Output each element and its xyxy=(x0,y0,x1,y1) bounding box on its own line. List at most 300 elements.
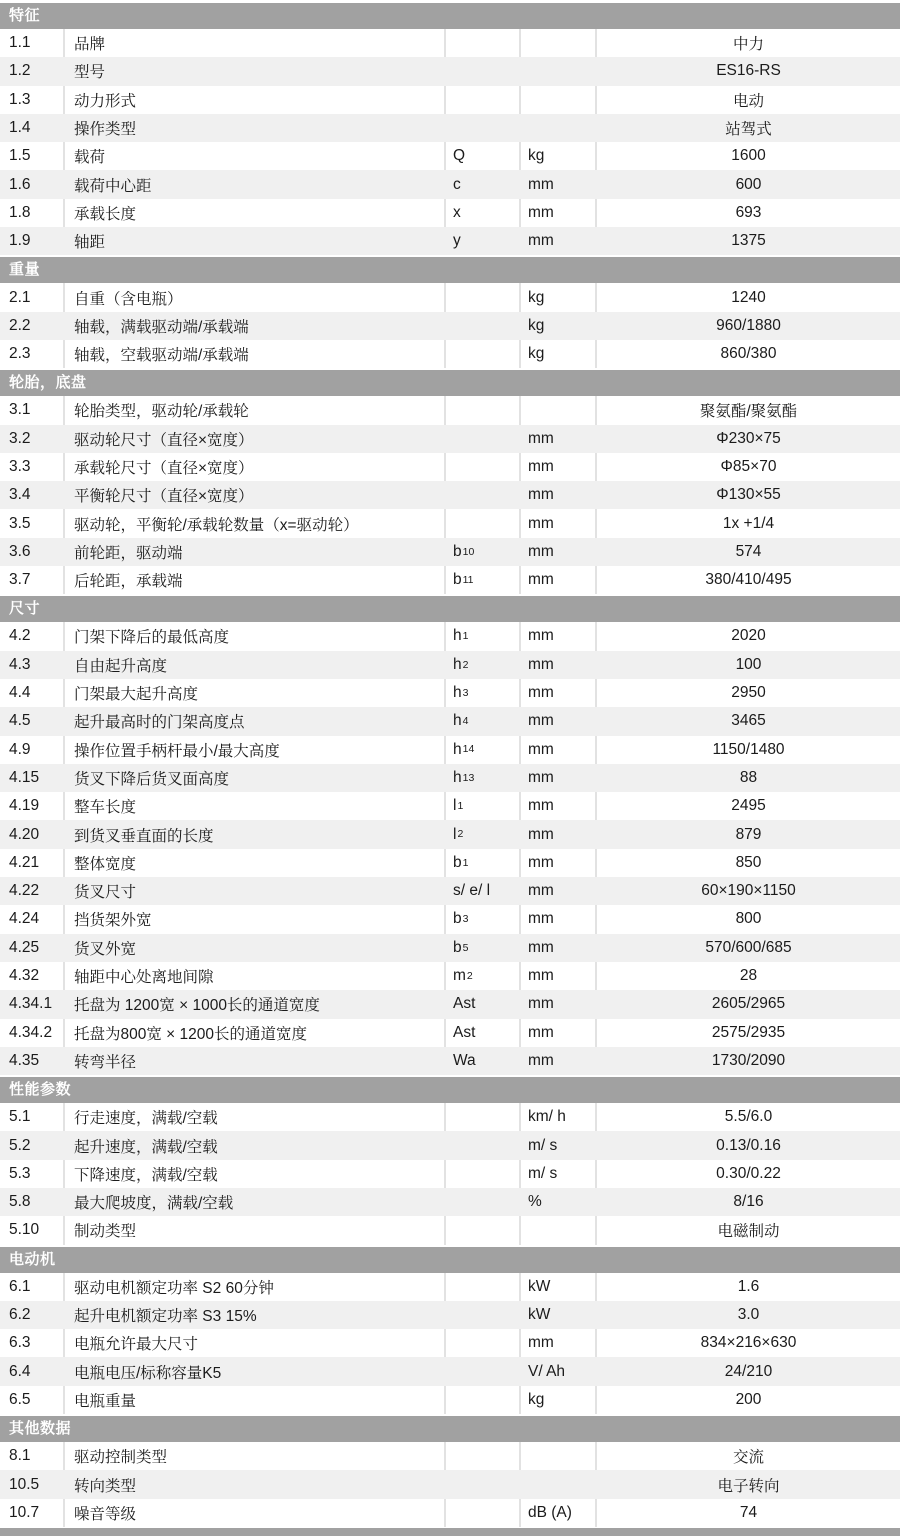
row-index: 2.3 xyxy=(0,340,65,368)
row-index: 4.2 xyxy=(0,622,65,650)
row-value: 60×190×1150 xyxy=(701,882,796,900)
row-description: 轴距 xyxy=(74,234,106,252)
row-index: 3.4 xyxy=(9,486,31,504)
row-index: 3.1 xyxy=(0,396,65,424)
row-symbol xyxy=(446,905,521,933)
row-unit: mm xyxy=(521,679,597,707)
row-unit: mm xyxy=(528,429,554,447)
row-value: 0.13/0.16 xyxy=(716,1136,781,1154)
row-description: 货叉下降后货叉面高度 xyxy=(74,770,230,788)
row-symbol xyxy=(446,538,521,566)
row-index: 4.20 xyxy=(9,825,40,843)
row-description: 转向类型 xyxy=(74,1477,137,1495)
row-unit: mm xyxy=(521,453,597,481)
row-symbol xyxy=(446,1160,521,1188)
row-symbol-subscript: 10 xyxy=(462,545,475,558)
row-value: 800 xyxy=(735,910,762,928)
row-description: 载荷中心距 xyxy=(74,177,152,195)
row-unit: mm xyxy=(521,792,597,820)
row-symbol-subscript: 5 xyxy=(462,941,469,954)
row-description: 电瓶电压/标称容量K5 xyxy=(74,1364,222,1382)
table-row xyxy=(0,566,900,594)
row-symbol-base: h xyxy=(453,712,462,730)
row-unit xyxy=(521,86,597,114)
row-description: 承载轮尺寸（直径×宽度） xyxy=(65,453,446,481)
row-unit: mm xyxy=(528,1051,554,1069)
row-index: 5.8 xyxy=(9,1193,31,1211)
row-description: 到货叉垂直面的长度 xyxy=(74,827,214,845)
row-symbol-base: c xyxy=(453,175,461,193)
row-value: 3.0 xyxy=(737,1306,760,1324)
row-symbol-base: s/ e/ l xyxy=(453,882,491,900)
row-unit: mm xyxy=(528,882,554,900)
row-value: 860/380 xyxy=(720,345,777,363)
row-value: 879 xyxy=(735,825,762,843)
row-description: 前轮距，驱动端 xyxy=(74,544,183,562)
row-description: 轮胎类型，驱动轮/承载轮 xyxy=(65,396,446,424)
row-index: 6.1 xyxy=(0,1273,65,1301)
row-symbol xyxy=(446,1047,521,1075)
row-symbol-base: l xyxy=(453,797,457,815)
table-row xyxy=(0,1160,900,1188)
row-index: 1.8 xyxy=(0,199,65,227)
row-symbol-base: h xyxy=(453,627,462,645)
row-description: 驱动电机额定功率 S2 60分钟 xyxy=(65,1273,446,1301)
row-unit xyxy=(521,29,597,57)
row-value: 交流 xyxy=(732,1449,764,1467)
row-symbol-subscript: 1 xyxy=(462,856,469,869)
section-header: 电动机 xyxy=(0,1247,900,1273)
row-description: 制动类型 xyxy=(65,1216,446,1244)
row-symbol xyxy=(446,934,521,962)
row-symbol-subscript: 14 xyxy=(462,743,475,756)
row-value: 2495 xyxy=(731,797,766,815)
row-unit: kW xyxy=(521,1273,597,1301)
row-unit xyxy=(521,1216,597,1244)
row-index: 5.2 xyxy=(9,1136,31,1154)
row-symbol xyxy=(446,199,521,227)
row-description: 起升电机额定功率 S3 15% xyxy=(74,1308,257,1326)
section-header: 重量 xyxy=(0,257,900,283)
row-description: 起升速度，满载/空载 xyxy=(74,1138,218,1156)
row-symbol xyxy=(446,1499,521,1527)
table-row xyxy=(0,1019,900,1047)
row-description: 驱动控制类型 xyxy=(65,1442,446,1470)
row-value: 聚氨酯/聚氨酯 xyxy=(699,403,798,421)
row-description: 最大爬坡度，满载/空载 xyxy=(74,1195,234,1213)
row-description: 品牌 xyxy=(65,29,446,57)
row-index: 8.1 xyxy=(0,1442,65,1470)
row-index: 2.2 xyxy=(9,316,31,334)
row-value: 0.30/0.22 xyxy=(716,1164,781,1182)
row-symbol xyxy=(446,651,521,679)
row-unit: mm xyxy=(521,962,597,990)
row-symbol xyxy=(446,1273,521,1301)
row-symbol xyxy=(446,820,521,848)
row-symbol-subscript: 2 xyxy=(462,658,469,671)
row-description: 噪音等级 xyxy=(65,1499,446,1527)
row-index: 4.24 xyxy=(0,905,65,933)
row-unit: dB (A) xyxy=(521,1499,597,1527)
row-symbol xyxy=(446,1357,521,1385)
row-unit: m/ s xyxy=(528,1136,558,1154)
row-unit: mm xyxy=(521,199,597,227)
row-value: 380/410/495 xyxy=(705,571,792,589)
row-index: 1.1 xyxy=(0,29,65,57)
table-row xyxy=(0,538,900,566)
row-index: 4.21 xyxy=(0,849,65,877)
row-unit xyxy=(521,1470,597,1498)
table-row xyxy=(0,227,900,255)
table-row xyxy=(0,679,900,707)
row-symbol-base: b xyxy=(453,910,462,928)
row-description: 自由起升高度 xyxy=(74,657,168,675)
row-description: 平衡轮尺寸（直径×宽度） xyxy=(74,488,254,506)
table-row xyxy=(0,312,900,340)
table-row xyxy=(0,509,900,537)
row-symbol-base: h xyxy=(453,684,462,702)
row-symbol-subscript: 1 xyxy=(462,630,469,643)
table-row xyxy=(0,1301,900,1329)
row-value: 2950 xyxy=(731,684,766,702)
row-symbol-base: h xyxy=(453,740,462,758)
section-header: 其他数据 xyxy=(0,1416,900,1442)
row-value: 1730/2090 xyxy=(711,1051,786,1069)
table-row xyxy=(0,736,900,764)
row-value: 站驾式 xyxy=(725,121,772,139)
row-unit: mm xyxy=(528,938,554,956)
row-symbol xyxy=(446,57,521,85)
row-value: 74 xyxy=(739,1503,758,1521)
row-symbol xyxy=(446,736,521,764)
row-description: 载荷 xyxy=(65,142,446,170)
row-index: 1.4 xyxy=(9,119,31,137)
row-unit xyxy=(521,1442,597,1470)
row-description: 型号 xyxy=(74,64,106,82)
row-description: 动力形式 xyxy=(65,86,446,114)
row-value: 600 xyxy=(735,175,762,193)
row-description: 驱动轮，平衡轮/承载轮数量（x=驱动轮） xyxy=(65,509,446,537)
row-index: 3.3 xyxy=(0,453,65,481)
row-value: 1.6 xyxy=(737,1277,760,1295)
section-header: 性能参数 xyxy=(0,1077,900,1103)
row-value: 电动 xyxy=(732,92,764,110)
row-unit: mm xyxy=(521,509,597,537)
table-row xyxy=(0,707,900,735)
row-value: 960/1880 xyxy=(716,316,781,334)
row-index: 3.7 xyxy=(0,566,65,594)
row-symbol xyxy=(446,227,521,255)
row-unit: mm xyxy=(528,825,554,843)
row-unit: mm xyxy=(521,622,597,650)
row-symbol xyxy=(446,312,521,340)
row-description: 货叉外宽 xyxy=(74,940,137,958)
row-symbol-base: h xyxy=(453,655,462,673)
table-row xyxy=(0,1470,900,1498)
table-row xyxy=(0,1273,900,1301)
table-row xyxy=(0,453,900,481)
row-description: 托盘为800宽 × 1200长的通道宽度 xyxy=(65,1019,446,1047)
row-unit: mm xyxy=(528,175,554,193)
row-description: 整体宽度 xyxy=(65,849,446,877)
row-symbol-base: b xyxy=(453,938,462,956)
row-symbol xyxy=(446,1188,521,1216)
row-symbol-base: b xyxy=(453,571,462,589)
row-value: 1375 xyxy=(731,232,766,250)
row-symbol xyxy=(446,340,521,368)
row-index: 4.15 xyxy=(9,768,40,786)
table-row xyxy=(0,877,900,905)
row-symbol xyxy=(446,29,521,57)
table-row xyxy=(0,425,900,453)
row-symbol-base: h xyxy=(453,768,462,786)
row-index: 4.19 xyxy=(0,792,65,820)
row-symbol xyxy=(446,453,521,481)
table-row xyxy=(0,142,900,170)
row-description: 行走速度，满载/空载 xyxy=(65,1103,446,1131)
table-row xyxy=(0,849,900,877)
row-symbol-subscript: 3 xyxy=(462,913,469,926)
row-index: 4.25 xyxy=(9,938,40,956)
table-row xyxy=(0,1216,900,1244)
row-symbol xyxy=(446,509,521,537)
row-value: 3465 xyxy=(731,712,766,730)
row-unit: mm xyxy=(528,655,554,673)
row-value: 5.5/6.0 xyxy=(724,1108,773,1126)
row-unit: mm xyxy=(521,905,597,933)
row-unit: mm xyxy=(521,1329,597,1357)
row-index: 6.2 xyxy=(9,1306,31,1324)
table-row xyxy=(0,283,900,311)
table-row xyxy=(0,792,900,820)
row-value: 1240 xyxy=(731,288,766,306)
row-symbol xyxy=(446,114,521,142)
row-index: 1.3 xyxy=(0,86,65,114)
table-row xyxy=(0,481,900,509)
row-unit: m/ s xyxy=(521,1160,597,1188)
row-symbol-base: x xyxy=(453,203,461,221)
row-symbol xyxy=(446,877,521,905)
row-unit: mm xyxy=(528,486,554,504)
row-value: 88 xyxy=(739,768,758,786)
row-symbol xyxy=(446,622,521,650)
row-symbol xyxy=(446,962,521,990)
row-index: 4.32 xyxy=(0,962,65,990)
table-row xyxy=(0,934,900,962)
row-description: 门架下降后的最低高度 xyxy=(65,622,446,650)
row-symbol-subscript: 2 xyxy=(457,828,464,841)
row-value: 100 xyxy=(735,655,762,673)
row-value: ES16-RS xyxy=(716,62,781,80)
row-description: 自重（含电瓶） xyxy=(65,283,446,311)
table-row xyxy=(0,86,900,114)
row-value: 2020 xyxy=(731,627,766,645)
row-symbol xyxy=(446,396,521,424)
table-row xyxy=(0,905,900,933)
row-description: 操作类型 xyxy=(74,121,137,139)
row-description: 整车长度 xyxy=(65,792,446,820)
row-symbol xyxy=(446,1019,521,1047)
table-row xyxy=(0,764,900,792)
table-row xyxy=(0,651,900,679)
row-index: 3.5 xyxy=(0,509,65,537)
row-index: 2.1 xyxy=(0,283,65,311)
table-row xyxy=(0,820,900,848)
table-row xyxy=(0,622,900,650)
row-index: 6.4 xyxy=(9,1362,31,1380)
row-symbol xyxy=(446,1442,521,1470)
row-symbol xyxy=(446,1103,521,1131)
row-symbol xyxy=(446,1301,521,1329)
row-value: 834×216×630 xyxy=(700,1334,797,1352)
section-header: 轮胎，底盘 xyxy=(0,370,900,396)
row-unit: kg xyxy=(521,142,597,170)
table-row xyxy=(0,29,900,57)
row-index: 4.9 xyxy=(0,736,65,764)
table-row xyxy=(0,1499,900,1527)
row-index: 6.5 xyxy=(0,1386,65,1414)
table-row xyxy=(0,990,900,1018)
row-index: 6.3 xyxy=(0,1329,65,1357)
row-symbol xyxy=(446,1386,521,1414)
row-unit xyxy=(521,396,597,424)
row-value: Φ85×70 xyxy=(720,458,777,475)
row-unit: kg xyxy=(521,340,597,368)
table-row xyxy=(0,340,900,368)
table-row xyxy=(0,1386,900,1414)
row-symbol-subscript: 2 xyxy=(466,969,473,982)
row-description: 轴载，空载驱动端/承载端 xyxy=(65,340,446,368)
row-symbol xyxy=(446,86,521,114)
row-symbol xyxy=(446,481,521,509)
row-value: Φ130×55 xyxy=(716,486,781,504)
row-unit: mm xyxy=(521,736,597,764)
row-unit: kW xyxy=(528,1306,551,1324)
row-symbol xyxy=(446,1216,521,1244)
row-index: 1.2 xyxy=(9,62,31,80)
row-description: 轴载，满载驱动端/承载端 xyxy=(74,318,249,336)
row-unit: mm xyxy=(521,566,597,594)
row-description: 承载长度 xyxy=(65,199,446,227)
row-unit: mm xyxy=(528,768,554,786)
row-unit: mm xyxy=(521,849,597,877)
row-description: 操作位置手柄杆最小/最大高度 xyxy=(65,736,446,764)
table-row xyxy=(0,57,900,85)
row-symbol xyxy=(446,707,521,735)
row-index: 4.3 xyxy=(9,655,31,673)
row-symbol xyxy=(446,283,521,311)
row-value: 1150/1480 xyxy=(712,740,785,758)
row-symbol-base: Ast xyxy=(453,1023,476,1041)
row-description: 挡货架外宽 xyxy=(65,905,446,933)
row-index: 3.2 xyxy=(9,429,31,447)
row-index: 4.5 xyxy=(9,712,31,730)
row-symbol xyxy=(446,1131,521,1159)
row-index: 1.5 xyxy=(0,142,65,170)
row-index: 3.6 xyxy=(9,542,31,560)
row-symbol-base: y xyxy=(453,232,461,250)
row-index: 4.34.2 xyxy=(0,1019,65,1047)
row-description: 电瓶允许最大尺寸 xyxy=(65,1329,446,1357)
table-row xyxy=(0,1047,900,1075)
row-value: 200 xyxy=(735,1390,762,1408)
row-symbol-subscript: 11 xyxy=(462,573,474,586)
spec-table xyxy=(0,3,900,1527)
table-row xyxy=(0,199,900,227)
row-unit: mm xyxy=(521,1019,597,1047)
row-index: 10.5 xyxy=(9,1475,40,1493)
table-row xyxy=(0,170,900,198)
row-description: 货叉尺寸 xyxy=(74,884,137,902)
row-value: 574 xyxy=(735,542,762,560)
row-unit: kg xyxy=(521,1386,597,1414)
row-index: 1.9 xyxy=(9,232,31,250)
section-header: 尺寸 xyxy=(0,596,900,622)
row-description: 后轮距，承载端 xyxy=(65,566,446,594)
row-unit: V/ Ah xyxy=(528,1362,566,1380)
table-row xyxy=(0,114,900,142)
row-value: 8/16 xyxy=(733,1193,764,1211)
row-description: 下降速度，满载/空载 xyxy=(65,1160,446,1188)
row-symbol xyxy=(446,990,521,1018)
row-description: 门架最大起升高度 xyxy=(65,679,446,707)
row-unit: mm xyxy=(528,232,554,250)
row-description: 起升最高时的门架高度点 xyxy=(74,714,245,732)
row-symbol xyxy=(446,792,521,820)
row-value: 570/600/685 xyxy=(705,938,792,956)
table-row xyxy=(0,1329,900,1357)
row-symbol xyxy=(446,679,521,707)
row-symbol xyxy=(446,170,521,198)
row-unit: % xyxy=(528,1193,542,1211)
row-value: 1600 xyxy=(731,147,766,165)
table-row xyxy=(0,962,900,990)
row-symbol-base: b xyxy=(453,853,462,871)
row-unit: km/ h xyxy=(521,1103,597,1131)
row-value: 28 xyxy=(739,967,758,985)
row-symbol xyxy=(446,764,521,792)
row-index: 4.4 xyxy=(0,679,65,707)
row-index: 5.3 xyxy=(0,1160,65,1188)
row-index: 4.22 xyxy=(9,882,40,900)
row-symbol xyxy=(446,142,521,170)
row-unit xyxy=(521,57,597,85)
row-symbol-base: Q xyxy=(453,147,466,165)
row-value: 2605/2965 xyxy=(711,995,786,1013)
table-row xyxy=(0,1357,900,1385)
row-value: 2575/2935 xyxy=(711,1023,786,1041)
row-index: 5.10 xyxy=(0,1216,65,1244)
row-symbol xyxy=(446,849,521,877)
row-description: 托盘为 1200宽 × 1000长的通道宽度 xyxy=(74,997,320,1015)
row-symbol-subscript: 13 xyxy=(462,771,475,784)
row-value: 24/210 xyxy=(724,1362,773,1380)
row-symbol xyxy=(446,425,521,453)
row-symbol-subscript: 1 xyxy=(457,800,464,813)
row-value: Φ230×75 xyxy=(716,429,781,447)
row-description: 电瓶重量 xyxy=(65,1386,446,1414)
row-symbol-base: m xyxy=(453,967,466,985)
section-header: 特征 xyxy=(0,3,900,29)
row-symbol-subscript: 3 xyxy=(462,686,469,699)
table-row xyxy=(0,396,900,424)
row-unit: kg xyxy=(521,283,597,311)
row-unit: mm xyxy=(528,995,554,1013)
row-value: 中力 xyxy=(732,36,764,54)
table-row xyxy=(0,1131,900,1159)
table-row xyxy=(0,1442,900,1470)
row-symbol-base: l xyxy=(453,825,457,843)
